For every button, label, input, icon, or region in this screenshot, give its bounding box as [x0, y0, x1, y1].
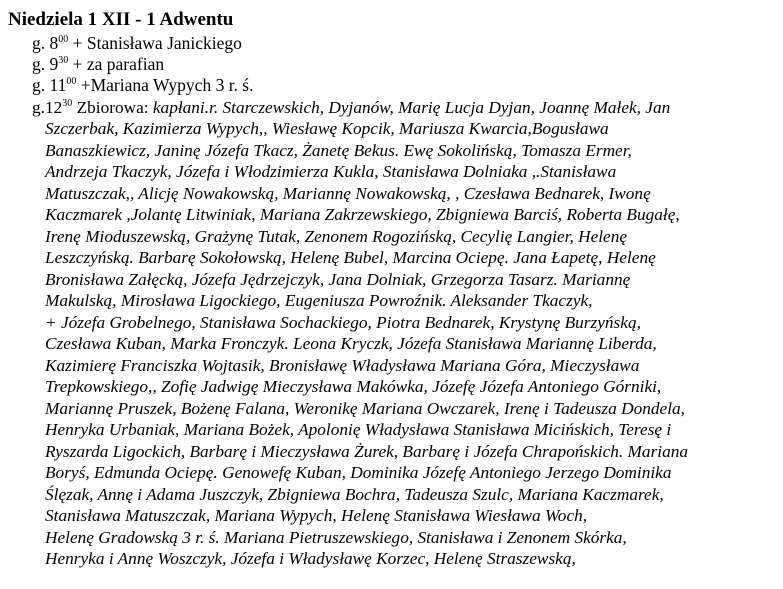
collective-line: Ślęzak, Annę i Adama Juszczyk, Zbigniewa Bochra, Tadeusza Szulc, Mariana Kaczmarek, [45, 485, 664, 504]
collective-line: Matuszczak,, Alicję Nowakowską, Mariannę Nowakowską, , Czesława Bednarek, Iwonę [45, 184, 651, 203]
mass-time: g. 8 [32, 33, 59, 53]
collective-line: Irenę Mioduszewską, Grażynę Tutak, Zenonem Rogozińską, Cecylię Langier, Helenę [45, 227, 628, 246]
collective-line: Makulską, Mirosława Ligockiego, Eugeniusza Powroźnik. Aleksander Tkaczyk, [45, 291, 593, 310]
collective-line: Leszczyńską. Barbarę Sokołowską, Helenę Bubel, Marcina Ociepę. Jana Łapetę, Helenę [45, 248, 656, 267]
collective-line: Henryka i Annę Woszczyk, Józefa i Władysławę Korzec, Helenę Straszewską, [45, 549, 576, 568]
mass-line-3 [32, 75, 254, 96]
mass-time-minutes: 00 [58, 34, 69, 45]
collective-line: Bronisława Załęcką, Józefa Jędrzejczyk, Jana Dolniak, Grzegorza Tasarz. Mariannę [45, 270, 631, 289]
collective-line: Czesława Kuban, Marka Fronczyk. Leona Kryczk, Józefa Stanisława Mariannę Liberda, [45, 334, 657, 353]
collective-line: Helenę Gradowską 3 r. ś. Mariana Pietruszewskiego, Stanisława i Zenonem Skórka, [45, 528, 627, 547]
mass-time-minutes: 00 [66, 76, 77, 87]
mass-intention: + Stanisława Janickiego [68, 33, 242, 53]
collective-line: Ryszarda Ligockich, Barbarę i Mieczysława Żurek, Barbarę i Józefa Chrapońskich. Mariana [45, 442, 689, 461]
collective-line: Kaczmarek ,Jolantę Litwiniak, Mariana Zakrzewskiego, Zbigniewa Barciś, Roberta Bugałę, [45, 205, 680, 224]
mass-time-minutes: 30 [58, 55, 69, 66]
mass-time: g. 11 [32, 75, 67, 95]
collective-line: Banaszkiewicz, Janinę Józefa Tkacz, Żanetę Bekus. Ewę Sokolińską, Tomasza Ermer, [45, 141, 632, 160]
collective-line: Boryś, Edmunda Ociepę. Genowefę Kuban, Dominika Józefę Antoniego Jerzego Dominika [45, 463, 672, 482]
mass-line-2 [32, 54, 164, 75]
mass-line-1 [32, 33, 242, 54]
collective-line: Andrzeja Tkaczyk, Józefa i Włodzimierza Kukla, Stanisława Dolniaka ,.Stanisława [45, 162, 617, 181]
collective-line: Trepkowskiego,, Zofię Jadwigę Mieczysława Makówka, Józefę Józefa Antoniego Górniki, [45, 377, 662, 396]
collective-line: + Józefa Grobelnego, Stanisława Sochackiego, Piotra Bednarek, Krystynę Burzyńską, [45, 313, 641, 332]
collective-text: kapłani.r. Starczewskich, Dyjanów, Marię Lucja Dyjan, Joannę Małek, Jan [152, 98, 671, 117]
collective-line: Mariannę Pruszek, Bożenę Falana, Weronikę Mariana Owczarek, Irenę i Tadeusza Dondela, [45, 399, 685, 418]
mass-time-minutes: 30 [62, 98, 73, 109]
mass-intention: + za parafian [68, 54, 165, 74]
page-heading: Niedziela 1 XII - 1 Adwentu [8, 9, 234, 30]
collective-lead [32, 97, 670, 118]
collective-line: Stanisława Matuszczak, Mariana Wypych, Helenę Stanisława Wiesława Woch, [45, 506, 588, 525]
mass-time: g. 9 [32, 54, 59, 74]
collective-line: Szczerbak, Kazimierza Wypych,, Wiesławę Kopcik, Mariusza Kwarcia,Bogusława [45, 119, 609, 138]
collective-line: Kazimierę Franciszka Wojtasik, Bronisławę Władysława Mariana Góra, Mieczysława [45, 356, 640, 375]
mass-intention: +Mariana Wypych 3 r. ś. [76, 75, 254, 95]
mass-time: g.12 [32, 98, 63, 117]
collective-label: Zbiorowa: [72, 98, 153, 117]
collective-line: Henryka Urbaniak, Mariana Bożek, Apolonię Władysława Stanisława Micińskich, Teresę i [45, 420, 672, 439]
